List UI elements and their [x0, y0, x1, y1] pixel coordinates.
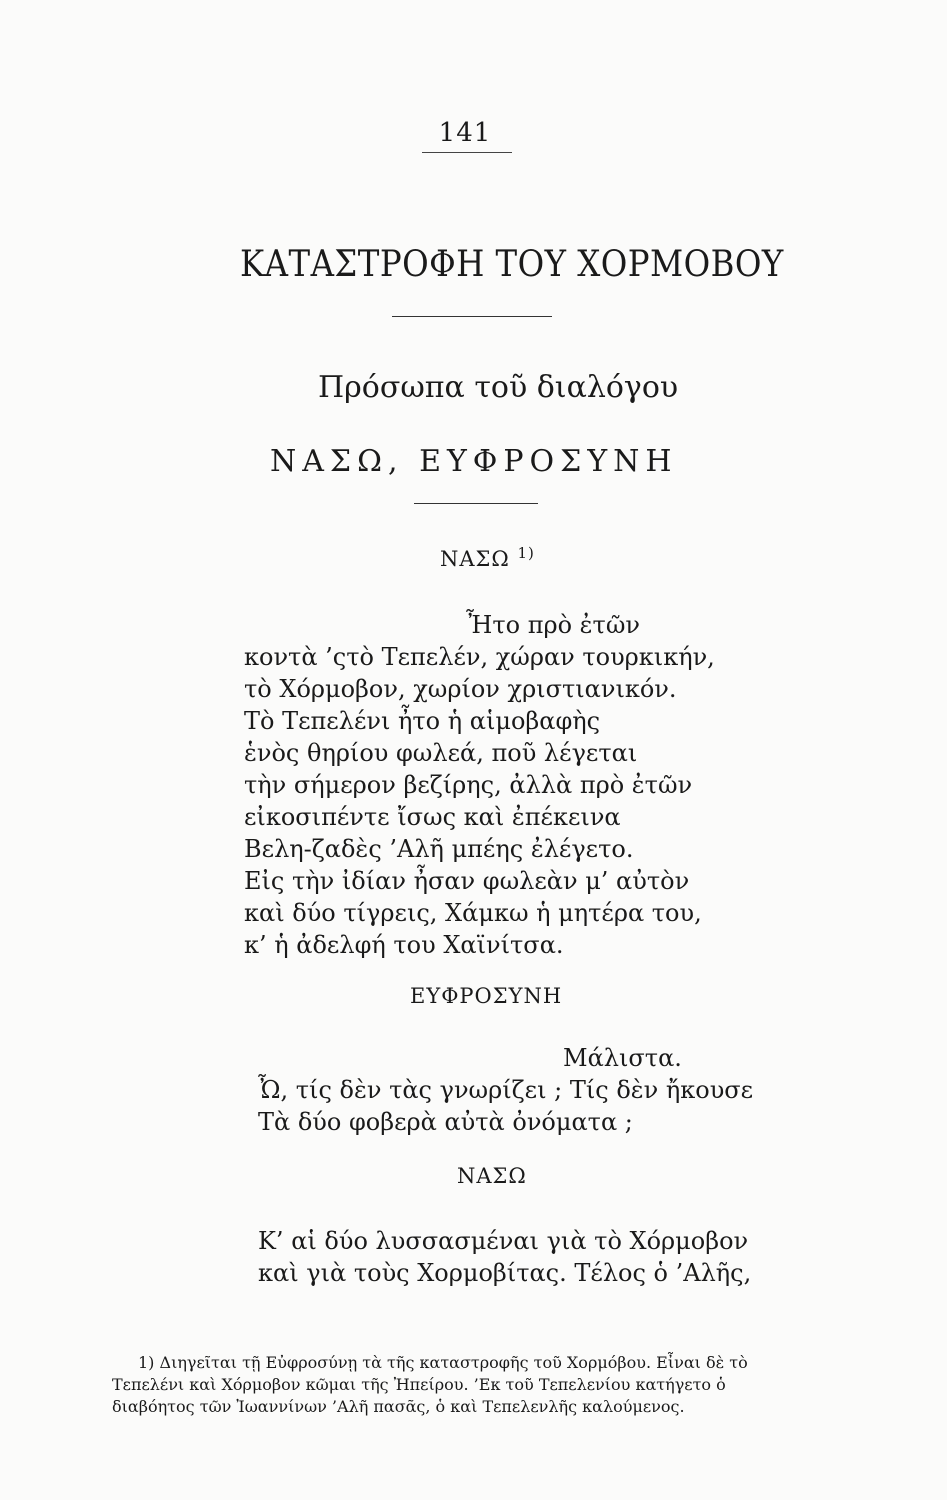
- verse-line: Ὦ, τίς δὲν τὰς γνωρίζει ; Τίς δὲν ἤκουσε: [258, 1076, 754, 1104]
- verse-line: Κ’ αἱ δύο λυσσασμέναι γιὰ τὸ Χόρμοβον: [258, 1227, 749, 1255]
- verse-line: τὴν σήμερον βεζίρης, ἀλλὰ πρὸ ἐτῶν: [244, 771, 693, 799]
- verse-line: Ἦτο πρὸ ἐτῶν: [466, 611, 640, 639]
- speaker-heading: ΕΥΦΡΟΣΥΝΗ: [410, 984, 563, 1008]
- verse-line: Τὸ Τεπελένι ἦτο ἡ αἱμοβαφὴς: [244, 707, 601, 735]
- verse-line: καὶ γιὰ τοὺς Χορμοβίτας. Τέλος ὁ ’Αλῆς,: [258, 1259, 752, 1287]
- persons-divider: [414, 503, 538, 504]
- footnote-line: διαβόητος τῶν Ἰωαννίνων ’Αλῆ πασᾶς, ὁ καὶ Τεπελενλῆς καλούμενος.: [112, 1397, 685, 1416]
- verse-line: Μάλιστα.: [563, 1044, 682, 1072]
- footnote-line: 1) Διηγεῖται τῇ Εὐφροσύνῃ τὰ τῆς καταστροφῆς τοῦ Χορμόβου. Εἶναι δὲ τὸ: [138, 1353, 748, 1372]
- speaker-heading: [440, 544, 535, 571]
- verse-line: Εἰς τὴν ἰδίαν ἦσαν φωλεὰν μ’ αὐτὸν: [244, 867, 690, 895]
- verse-line: Τὰ δύο φοβερὰ αὐτὰ ὀνόματα ;: [258, 1108, 633, 1136]
- page-number: 141: [438, 118, 492, 148]
- verse-line: εἰκοσιπέντε ἴσως καὶ ἐπέκεινα: [244, 803, 621, 831]
- page-number-underline: [422, 152, 512, 153]
- verse-line: τὸ Χόρμοβον, χωρίον χριστιανικόν.: [244, 675, 677, 703]
- persons-heading: Πρόσωπα τοῦ διαλόγου: [318, 370, 679, 405]
- footnote-marker: 1): [517, 544, 535, 562]
- verse-line: καὶ δύο τίγρεις, Χάμκω ἡ μητέρα του,: [244, 899, 702, 927]
- title-divider: [392, 316, 552, 317]
- verse-line: ἑνὸς θηρίου φωλεά, ποῦ λέγεται: [244, 739, 638, 767]
- page-title: ΚΑΤΑΣΤΡΟΦΗ ΤΟΥ ΧΟΡΜΟΒΟΥ: [240, 244, 784, 285]
- persons-names: ΝΑΣΩ, ΕΥΦΡΟΣΥΝΗ: [270, 444, 678, 479]
- footnote-line: Τεπελένι καὶ Χόρμοβον κῶμαι τῆς Ἠπείρου. ’Εκ τοῦ Τεπελενίου κατήγετο ὁ: [112, 1375, 726, 1394]
- verse-line: κ’ ἡ ἀδελφή του Χαϊνίτσα.: [244, 931, 564, 959]
- verse-line: Βελη-ζαδὲς ’Αλῆ μπέης ἐλέγετο.: [244, 835, 634, 863]
- speaker-name: ΝΑΣΩ: [440, 547, 510, 571]
- verse-line: κοντὰ ’ςτὸ Τεπελέν, χώραν τουρκικήν,: [244, 643, 715, 671]
- speaker-heading: ΝΑΣΩ: [457, 1164, 527, 1188]
